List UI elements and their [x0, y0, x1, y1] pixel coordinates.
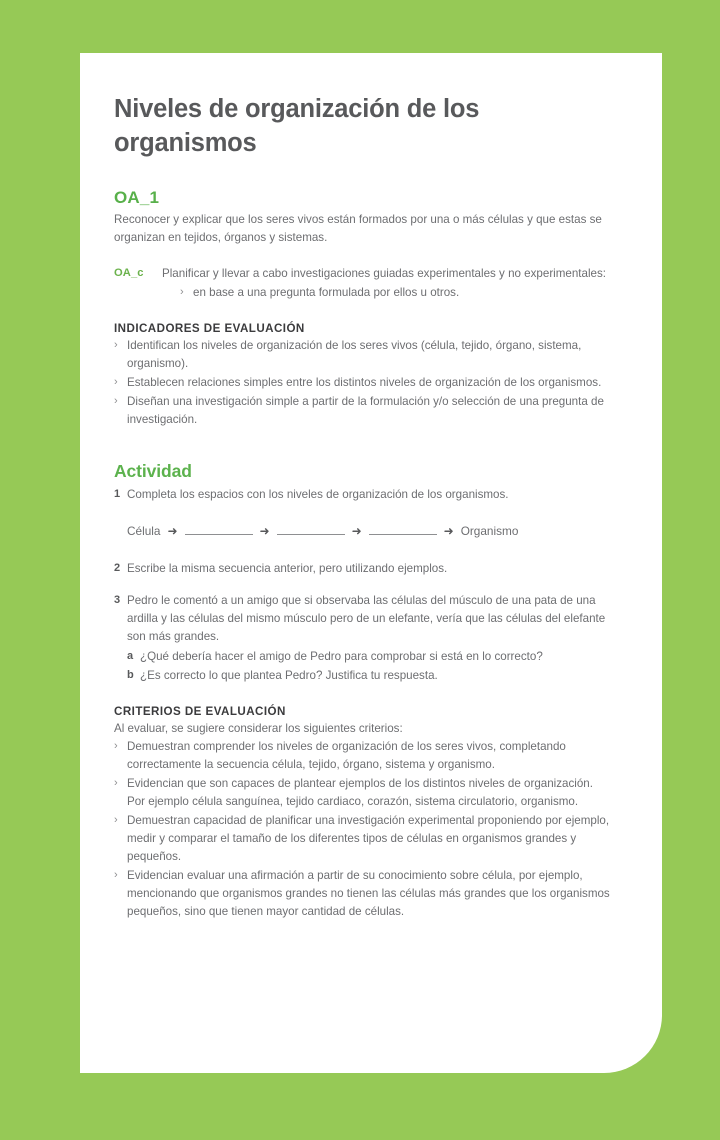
secondary-objective-code: OA_c: [114, 266, 144, 279]
sequence-start-label: Célula: [127, 523, 161, 538]
list-item: [114, 560, 610, 578]
list-item-text: Identifican los niveles de organización de los seres vivos (célula, tejido, órgano, sistema, organismo).: [127, 338, 582, 370]
item-number: 2: [114, 561, 121, 574]
list-item-text: ¿Qué debería hacer el amigo de Pedro para comprobar si está en lo correcto?: [140, 649, 543, 663]
activity-list-continued: [114, 560, 610, 646]
item-number: 3: [114, 593, 121, 606]
sequence-blank-field[interactable]: [369, 524, 437, 535]
activity-subitem-list: [114, 648, 610, 685]
list-item-text: Evidencian evaluar una afirmación a partir de su conocimiento sobre célula, por ejemplo, mencionando que organismos grandes no tienen las células más grandes que los organismos pequeños, sino que tienen mayor cantidad de células.: [127, 868, 610, 918]
chevron-bullet-icon: ›: [180, 285, 184, 298]
list-item: [114, 738, 610, 774]
list-item-text: ¿Es correcto lo que plantea Pedro? Justifica tu respuesta.: [140, 668, 438, 682]
indicators-list: [114, 337, 610, 429]
chevron-bullet-icon: ›: [114, 868, 118, 881]
list-item: [114, 337, 610, 373]
chevron-bullet-icon: ›: [114, 394, 118, 407]
chevron-bullet-icon: ›: [114, 813, 118, 826]
criteria-list: [114, 738, 610, 921]
chevron-bullet-icon: ›: [114, 375, 118, 388]
arrow-right-icon: ➜: [443, 523, 454, 538]
activity-list: [114, 486, 610, 504]
arrow-right-icon: ➜: [167, 523, 178, 538]
document-page-card: [80, 53, 662, 1073]
sequence-blank-field[interactable]: [185, 524, 253, 535]
list-item-text: Establecen relaciones simples entre los distintos niveles de organización de los organismos.: [127, 375, 602, 389]
secondary-objective-body: [162, 265, 610, 302]
secondary-objective-row: [114, 265, 610, 302]
item-letter: a: [127, 649, 134, 662]
list-item: [114, 812, 610, 866]
chevron-bullet-icon: ›: [114, 776, 118, 789]
list-item: [114, 393, 610, 429]
criteria-heading: CRITERIOS DE EVALUACIÓN: [114, 704, 286, 718]
secondary-objective-description: Planificar y llevar a cabo investigaciones guiadas experimentales y no experimentales:: [162, 266, 607, 280]
list-item: [114, 775, 610, 811]
list-item: [127, 667, 610, 685]
organization-sequence: [127, 524, 610, 538]
list-item-text: Demuestran capacidad de planificar una investigación experimental proponiendo por ejemplo, medir y comparar el tamaño de los diferentes tipos de células en organismos grandes y pequeños.: [127, 813, 610, 863]
list-item-text: Evidencian que son capaces de plantear ejemplos de los distintos niveles de organización. Por ejemplo célula sanguínea, tejido cardiaco, corazón, sistema circulatorio, organismo.: [127, 776, 593, 808]
list-item-text: Completa los espacios con los niveles de organización de los organismos.: [127, 487, 509, 501]
list-item-text: Escribe la misma secuencia anterior, pero utilizando ejemplos.: [127, 561, 448, 575]
arrow-right-icon: ➜: [351, 523, 362, 538]
arrow-right-icon: ➜: [259, 523, 270, 538]
activity-heading: Actividad: [114, 460, 192, 481]
list-item: [127, 648, 610, 666]
secondary-objective-bullet-text: en base a una pregunta formulada por ellos u otros.: [193, 285, 460, 299]
list-item: [114, 867, 610, 921]
list-item: [114, 486, 610, 504]
indicators-heading: INDICADORES DE EVALUACIÓN: [114, 321, 305, 335]
list-item: [114, 374, 610, 392]
list-item-text: Demuestran comprender los niveles de organización de los seres vivos, completando correctamente la secuencia célula, tejido, órgano, sistema y organismo.: [127, 739, 566, 771]
objective-description: Reconocer y explicar que los seres vivos están formados por una o más células y que estas se organizan en tejidos, órganos y sistemas.: [114, 213, 602, 244]
chevron-bullet-icon: ›: [114, 338, 118, 351]
chevron-bullet-icon: ›: [114, 739, 118, 752]
criteria-intro: Al evaluar, se sugiere considerar los siguientes criterios:: [114, 721, 403, 735]
item-number: 1: [114, 487, 121, 500]
sequence-end-label: Organismo: [460, 523, 519, 538]
page-title: Niveles de organización de los organismos: [114, 95, 480, 157]
list-item-text: Pedro le comentó a un amigo que si observaba las células del músculo de una pata de una ardilla y las células del mismo músculo pero de un elefante, vería que las células del elefante son más grandes.: [127, 593, 606, 643]
item-letter: b: [127, 668, 134, 681]
list-item-text: Diseñan una investigación simple a partir de la formulación y/o selección de una pregunta de investigación.: [127, 394, 604, 426]
sequence-blank-field[interactable]: [277, 524, 345, 535]
secondary-objective-bullet: [162, 284, 610, 302]
list-item: [114, 592, 610, 646]
objective-code: OA_1: [114, 188, 160, 208]
